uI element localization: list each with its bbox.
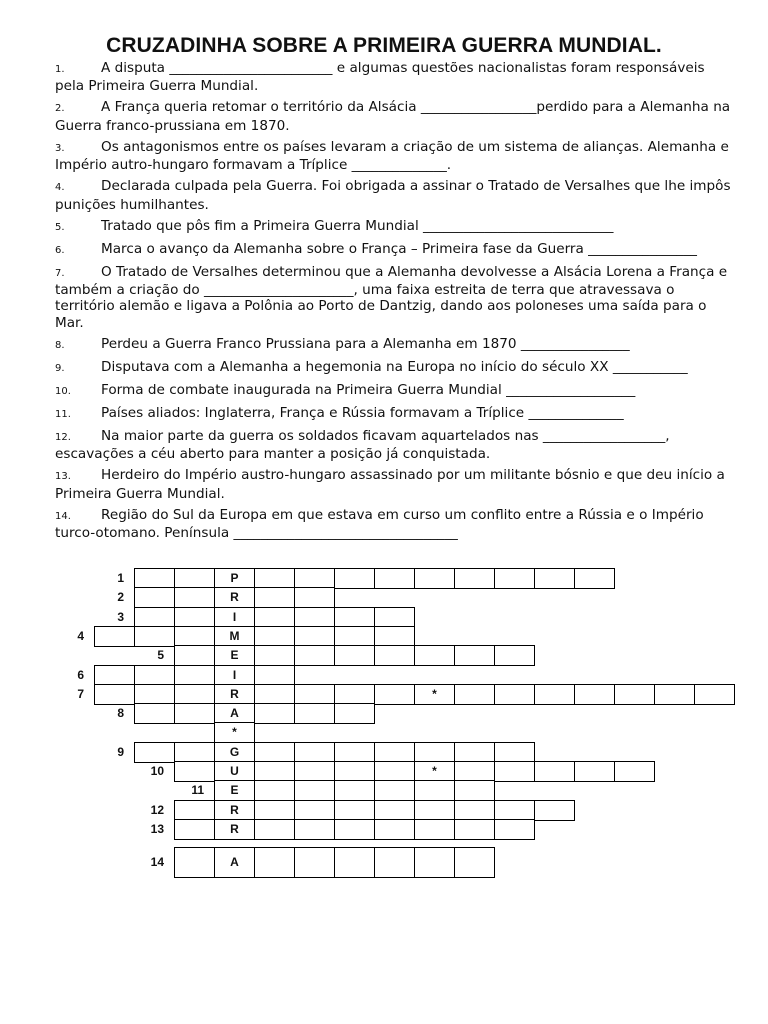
crossword-cell[interactable] xyxy=(374,761,415,782)
crossword-cell[interactable] xyxy=(374,780,415,801)
row-number-label: 14 xyxy=(150,855,164,870)
clue-text: Disputava com a Alemanha a hegemonia na Europa no início do século XX ___________ xyxy=(101,358,688,375)
clue-text: Herdeiro do Império austro-hungaro assassinado por um militante bósnio e que deu início a Primeira Guerra Mundial. xyxy=(55,467,725,502)
clue-number: 10. xyxy=(55,385,71,397)
crossword-cell[interactable] xyxy=(374,568,415,589)
crossword-cell[interactable] xyxy=(494,819,535,840)
crossword-cell[interactable] xyxy=(174,742,215,763)
crossword-cell[interactable] xyxy=(414,568,455,589)
crossword-cell[interactable]: I xyxy=(214,665,255,686)
row-number-label: 12 xyxy=(150,802,164,817)
clue-number: 3. xyxy=(55,142,65,154)
crossword-cell[interactable] xyxy=(294,645,335,666)
crossword-cell[interactable] xyxy=(254,665,295,686)
clue-number: 2. xyxy=(55,103,65,115)
crossword-cell[interactable] xyxy=(654,684,695,705)
clue-number: 6. xyxy=(55,244,65,256)
crossword-cell[interactable] xyxy=(534,568,575,589)
crossword-cell[interactable] xyxy=(334,645,375,666)
crossword-cell[interactable] xyxy=(414,780,455,801)
row-number-label: 8 xyxy=(117,706,124,721)
clue-item xyxy=(55,99,735,134)
row-number-label: 1 xyxy=(117,571,124,585)
crossword-cell[interactable] xyxy=(94,684,135,705)
crossword-cell[interactable] xyxy=(254,684,295,705)
clue-number: 13. xyxy=(55,471,71,483)
crossword-cell[interactable] xyxy=(134,684,175,705)
clue-number: 8. xyxy=(55,339,65,351)
crossword-cell[interactable]: P xyxy=(214,568,255,589)
crossword-cell[interactable] xyxy=(614,684,655,705)
clue-text: A França queria retomar o território da Alsácia _________________perdido para a Alemanha na Guerra franco-prussiana em 1870. xyxy=(55,99,731,134)
crossword-cell[interactable] xyxy=(174,761,215,782)
crossword-cell[interactable] xyxy=(294,684,335,705)
clue-item xyxy=(55,178,735,213)
crossword-cell[interactable] xyxy=(254,761,295,782)
crossword-cell[interactable]: A xyxy=(214,703,255,724)
crossword-cell[interactable]: * xyxy=(414,684,455,705)
crossword-cell[interactable] xyxy=(174,587,215,608)
crossword-cell[interactable] xyxy=(134,626,175,647)
clue-item xyxy=(55,264,735,332)
clue-item xyxy=(55,359,735,377)
row-number-label: 11 xyxy=(191,783,204,798)
crossword-cell[interactable] xyxy=(334,684,375,705)
crossword-cell[interactable]: M xyxy=(214,626,255,647)
crossword-cell[interactable] xyxy=(494,742,535,763)
crossword-cell[interactable] xyxy=(294,847,335,878)
crossword-cell[interactable] xyxy=(294,800,335,821)
clue-item xyxy=(55,241,735,259)
row-number-label: 10 xyxy=(150,764,164,778)
crossword-cell[interactable] xyxy=(294,568,335,589)
crossword-cell[interactable] xyxy=(574,761,615,782)
clue-number: 9. xyxy=(55,362,65,374)
crossword-cell[interactable] xyxy=(414,800,455,821)
crossword-cell[interactable] xyxy=(134,742,175,763)
crossword-cell[interactable] xyxy=(494,800,535,821)
crossword-cell[interactable] xyxy=(134,587,175,608)
crossword-cell[interactable] xyxy=(254,645,295,666)
crossword-cell[interactable]: R xyxy=(214,684,255,705)
crossword-cell[interactable] xyxy=(254,568,295,589)
crossword-cell[interactable] xyxy=(334,819,375,840)
clue-list xyxy=(55,60,735,546)
crossword-cell[interactable] xyxy=(374,684,415,705)
crossword-cell[interactable]: G xyxy=(214,742,255,763)
crossword-cell[interactable] xyxy=(254,800,295,821)
crossword-cell[interactable] xyxy=(254,703,295,724)
crossword-cell[interactable]: R xyxy=(214,819,255,840)
crossword-cell[interactable] xyxy=(254,587,295,608)
crossword-cell[interactable] xyxy=(174,819,215,840)
row-number-label: 3 xyxy=(117,609,124,624)
crossword-cell[interactable] xyxy=(494,684,535,705)
clue-text: A disputa ________________________ e algumas questões nacionalistas foram responsáveis pela Primeira Guerra Mundial. xyxy=(55,60,705,95)
crossword-cell[interactable] xyxy=(94,665,135,686)
clue-number: 12. xyxy=(55,431,71,443)
crossword-cell[interactable] xyxy=(534,761,575,782)
crossword-cell[interactable] xyxy=(294,780,335,801)
crossword-cell[interactable] xyxy=(134,568,175,589)
clue-text: O Tratado de Versalhes determinou que a Alemanha devolvesse a Alsácia Lorena a França e também a criação do ______________________, uma faixa estreita de terra que atravessava o território alemão e ligava a Polônia ao Porto de Dantzig, dando aos poloneses uma saída para o Mar. xyxy=(55,263,728,331)
crossword-cell[interactable] xyxy=(534,800,575,821)
crossword-cell[interactable] xyxy=(254,607,295,628)
crossword-cell[interactable] xyxy=(254,626,295,647)
crossword-cell[interactable] xyxy=(334,780,375,801)
crossword-cell[interactable] xyxy=(454,761,495,782)
crossword-cell[interactable] xyxy=(254,847,295,878)
crossword-cell[interactable] xyxy=(454,645,495,666)
clue-item xyxy=(55,467,735,502)
row-number-label: 7 xyxy=(77,686,84,701)
crossword-cell[interactable] xyxy=(454,800,495,821)
crossword-cell[interactable]: R xyxy=(214,587,255,608)
crossword-cell[interactable]: A xyxy=(214,847,255,878)
crossword-cell[interactable] xyxy=(374,800,415,821)
clue-item xyxy=(55,428,735,463)
crossword-cell[interactable] xyxy=(494,568,535,589)
crossword-cell[interactable] xyxy=(454,568,495,589)
crossword-cell[interactable]: E xyxy=(214,645,255,666)
crossword-cell[interactable] xyxy=(174,645,215,666)
crossword-cell[interactable] xyxy=(454,819,495,840)
clue-number: 5. xyxy=(55,221,65,233)
crossword-cell[interactable]: I xyxy=(214,607,255,628)
crossword-cell[interactable] xyxy=(614,761,655,782)
crossword-cell[interactable] xyxy=(374,847,415,878)
crossword-cell[interactable] xyxy=(494,645,535,666)
crossword-cell[interactable]: E xyxy=(214,780,255,801)
crossword-cell[interactable] xyxy=(494,761,535,782)
crossword-cell[interactable] xyxy=(294,626,335,647)
crossword-cell[interactable] xyxy=(174,568,215,589)
crossword-cell[interactable] xyxy=(574,568,615,589)
row-number-label: 13 xyxy=(150,821,164,836)
crossword-cell[interactable] xyxy=(374,819,415,840)
crossword-cell[interactable] xyxy=(294,703,335,724)
crossword-cell[interactable] xyxy=(454,684,495,705)
crossword-cell[interactable] xyxy=(334,626,375,647)
clue-item xyxy=(55,139,735,174)
crossword-cell[interactable] xyxy=(574,684,615,705)
clue-item xyxy=(55,405,735,423)
crossword-cell[interactable] xyxy=(174,703,215,724)
row-number-label: 6 xyxy=(77,667,84,682)
clue-text: Região do Sul da Europa em que estava em curso um conflito entre a Rússia e o Império turco-otomano. Península _________________________________ xyxy=(55,506,704,542)
row-number-label: 5 xyxy=(157,648,164,663)
crossword-cell[interactable] xyxy=(334,800,375,821)
crossword-cell[interactable] xyxy=(334,607,375,628)
row-number-label: 9 xyxy=(117,744,124,759)
clue-item xyxy=(55,218,735,236)
crossword-cell[interactable]: * xyxy=(214,722,255,743)
crossword-cell[interactable] xyxy=(294,742,335,763)
crossword-cell[interactable] xyxy=(174,800,215,821)
page-title: CRUZADINHA SOBRE A PRIMEIRA GUERRA MUNDIAL. xyxy=(106,34,662,57)
clue-text: Forma de combate inaugurada na Primeira Guerra Mundial ___________________ xyxy=(101,381,636,398)
crossword-cell[interactable] xyxy=(294,607,335,628)
clue-text: Marca o avanço da Alemanha sobre o França – Primeira fase da Guerra ________________ xyxy=(101,240,697,257)
crossword-cell[interactable] xyxy=(294,587,335,608)
crossword-cell[interactable] xyxy=(414,819,455,840)
crossword-cell[interactable] xyxy=(174,847,215,878)
clue-number: 1. xyxy=(55,64,65,75)
crossword-cell[interactable] xyxy=(334,568,375,589)
crossword-cell[interactable] xyxy=(334,742,375,763)
crossword-cell[interactable] xyxy=(254,819,295,840)
clue-number: 14. xyxy=(55,510,71,522)
clue-text: Países aliados: Inglaterra, França e Rússia formavam a Tríplice ______________ xyxy=(101,404,624,421)
crossword-cell[interactable] xyxy=(174,684,215,705)
crossword-cell[interactable] xyxy=(134,703,175,724)
crossword-cell[interactable] xyxy=(454,847,495,878)
row-number-label: 2 xyxy=(117,590,124,605)
crossword-cell[interactable] xyxy=(94,626,135,647)
crossword-cell[interactable] xyxy=(334,761,375,782)
row-number-label: 4 xyxy=(77,628,84,643)
crossword-cell[interactable] xyxy=(254,780,295,801)
crossword-cell[interactable] xyxy=(254,742,295,763)
crossword-cell[interactable]: R xyxy=(214,800,255,821)
crossword-cell[interactable] xyxy=(414,645,455,666)
clue-text: Na maior parte da guerra os soldados ficavam aquartelados nas __________________, escavações a céu aberto para manter a posição já conquistada. xyxy=(55,427,670,463)
crossword-cell[interactable] xyxy=(454,742,495,763)
crossword-cell[interactable] xyxy=(334,847,375,878)
crossword-cell[interactable] xyxy=(374,607,415,628)
clue-text: Declarada culpada pela Guerra. Foi obrigada a assinar o Tratado de Versalhes que lhe impôs punições humilhantes. xyxy=(55,178,731,213)
crossword-cell[interactable]: * xyxy=(414,761,455,782)
clue-text: Os antagonismos entre os países levaram a criação de um sistema de alianças. Alemanha e Império autro-hungaro formavam a Tríplice ______________. xyxy=(55,138,729,174)
crossword-cell[interactable] xyxy=(134,665,175,686)
crossword-cell[interactable] xyxy=(334,703,375,724)
crossword-cell[interactable] xyxy=(374,645,415,666)
crossword-cell[interactable] xyxy=(414,742,455,763)
crossword-cell[interactable] xyxy=(374,626,415,647)
crossword-cell[interactable] xyxy=(534,684,575,705)
clue-number: 11. xyxy=(55,408,71,420)
crossword-cell[interactable] xyxy=(374,742,415,763)
crossword-cell[interactable] xyxy=(694,684,735,705)
clue-text: Perdeu a Guerra Franco Prussiana para a Alemanha em 1870 ________________ xyxy=(101,335,630,352)
clue-number: 7. xyxy=(55,267,65,279)
crossword-cell[interactable] xyxy=(174,607,215,628)
clue-text: Tratado que pôs fim a Primeira Guerra Mundial ____________________________ xyxy=(101,217,614,234)
crossword-cell[interactable] xyxy=(134,607,175,628)
crossword-cell[interactable]: U xyxy=(214,761,255,782)
crossword-cell[interactable] xyxy=(174,665,215,686)
clue-item xyxy=(55,336,735,354)
crossword-cell[interactable] xyxy=(294,819,335,840)
crossword-cell[interactable] xyxy=(414,847,455,878)
crossword-cell[interactable] xyxy=(454,780,495,801)
clue-item xyxy=(55,382,735,400)
clue-number: 4. xyxy=(55,182,65,194)
crossword-cell[interactable] xyxy=(174,626,215,647)
crossword-cell[interactable] xyxy=(294,761,335,782)
clue-item xyxy=(55,60,735,95)
clue-item xyxy=(55,507,735,542)
